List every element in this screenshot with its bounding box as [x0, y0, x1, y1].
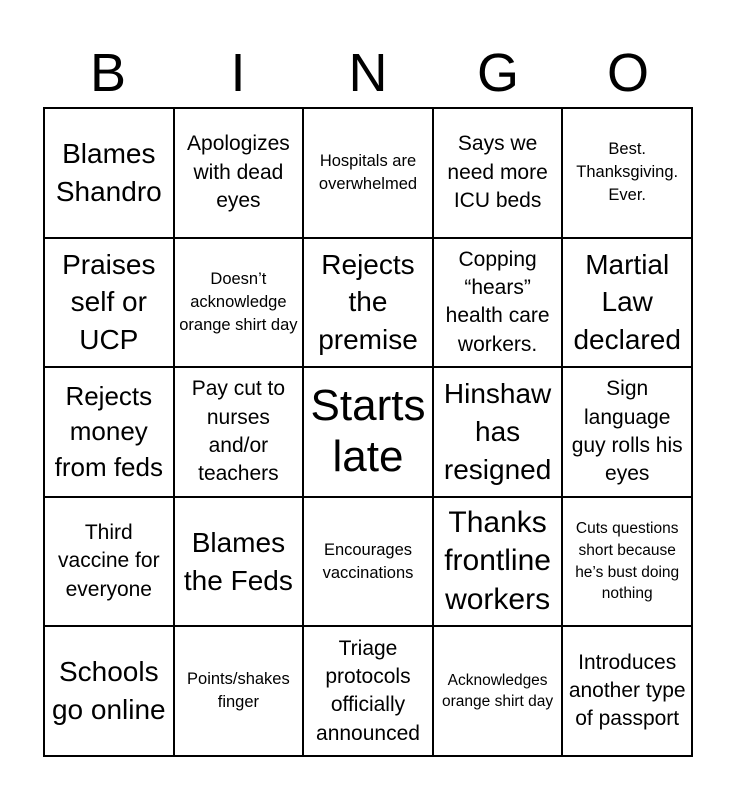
bingo-cell[interactable]: Hinshaw has resigned — [433, 367, 563, 497]
bingo-cell[interactable]: Starts late — [303, 367, 433, 497]
bingo-cell[interactable]: Blames the Feds — [174, 497, 304, 627]
bingo-cell[interactable]: Thanks frontline workers — [433, 497, 563, 627]
bingo-cell[interactable]: Rejects money from feds — [44, 367, 174, 497]
bingo-cell[interactable]: Triage protocols officially announced — [303, 626, 433, 756]
bingo-cell[interactable]: Doesn’t acknowledge orange shirt day — [174, 238, 304, 368]
bingo-header — [43, 40, 693, 106]
bingo-cell[interactable]: Pay cut to nurses and/or teachers — [174, 367, 304, 497]
bingo-board — [43, 107, 693, 757]
bingo-cell[interactable]: Encourages vaccinations — [303, 497, 433, 627]
bingo-cell[interactable]: Apologizes with dead eyes — [174, 108, 304, 238]
bingo-cell[interactable]: Martial Law declared — [562, 238, 692, 368]
header-letter-n: N — [348, 43, 388, 103]
bingo-cell[interactable]: Blames Shandro — [44, 108, 174, 238]
bingo-cell[interactable]: Schools go online — [44, 626, 174, 756]
bingo-cell[interactable]: Third vaccine for everyone — [44, 497, 174, 627]
bingo-cell[interactable]: Points/shakes finger — [174, 626, 304, 756]
header-letter-o: O — [606, 43, 649, 103]
bingo-cell[interactable]: Introduces another type of passport — [562, 626, 692, 756]
header-letter-b: B — [89, 43, 127, 103]
header-letter-g: G — [476, 43, 519, 103]
bingo-cell[interactable]: Acknowledges orange shirt day — [433, 626, 563, 756]
bingo-cell[interactable]: Copping “hears” health care workers. — [433, 238, 563, 368]
bingo-cell[interactable]: Hospitals are overwhelmed — [303, 108, 433, 238]
bingo-cell[interactable]: Cuts questions short because he’s bust doing nothing — [562, 497, 692, 627]
bingo-cell[interactable]: Praises self or UCP — [44, 238, 174, 368]
header-letter-i: I — [230, 43, 246, 103]
bingo-cell[interactable]: Rejects the premise — [303, 238, 433, 368]
bingo-cell[interactable]: Says we need more ICU beds — [433, 108, 563, 238]
bingo-cell[interactable]: Best. Thanksgiving. Ever. — [562, 108, 692, 238]
bingo-cell[interactable]: Sign language guy rolls his eyes — [562, 367, 692, 497]
